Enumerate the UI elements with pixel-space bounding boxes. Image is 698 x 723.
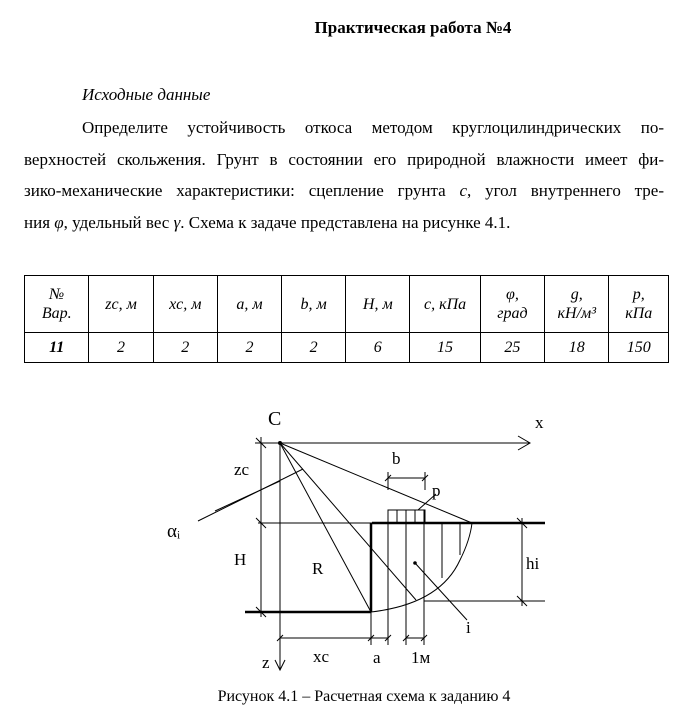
label-alpha-i: αᵢ xyxy=(167,521,181,542)
cell-p: 150 xyxy=(609,333,669,363)
cell-c: 15 xyxy=(410,333,480,363)
header-l2: град xyxy=(497,305,528,322)
label-H: H xyxy=(234,550,247,569)
symbol-c: c xyxy=(459,181,468,200)
table-row xyxy=(25,333,669,363)
header-p xyxy=(609,276,669,333)
line-3-text: зико-механические характеристики: сцепление грунта xyxy=(24,181,460,200)
cell-b: 2 xyxy=(282,333,346,363)
paragraph-line-3 xyxy=(24,175,664,207)
cell-variant: 11 xyxy=(25,333,89,363)
header-xc: xc, м xyxy=(153,276,217,333)
header-g xyxy=(545,276,609,333)
cell-zc: 2 xyxy=(89,333,153,363)
label-hi: hi xyxy=(526,554,540,573)
table-header-row xyxy=(25,276,669,333)
cell-H: 6 xyxy=(346,333,410,363)
line-4-dot: . xyxy=(180,212,189,232)
label-z: z xyxy=(262,653,270,672)
cell-a: 2 xyxy=(217,333,281,363)
line-4-end: Схема к задаче представлена на рисунке 4.1. xyxy=(188,212,511,232)
center-point-C xyxy=(278,441,282,445)
label-xc: xc xyxy=(313,647,330,666)
label-R: R xyxy=(312,559,324,578)
header-variant xyxy=(25,276,89,333)
header-zc: zc, м xyxy=(89,276,153,333)
label-x: x xyxy=(535,413,544,432)
paragraph-line-4 xyxy=(24,207,664,239)
line-4-text: ния xyxy=(24,212,55,232)
radius-R-line xyxy=(280,443,371,612)
header-l2: Вар. xyxy=(41,305,72,322)
header-l2: кН/м³ xyxy=(557,305,597,322)
header-l1: № xyxy=(49,286,65,303)
paragraph-line-2: верхностей скольжения. Грунт в состоянии его природной влажности имеет фи- xyxy=(24,149,664,169)
line-3-rest: , угол внутреннего тре- xyxy=(467,181,664,200)
label-C: C xyxy=(268,408,282,430)
slip-circle-arc xyxy=(371,523,472,612)
label-b: b xyxy=(392,449,401,468)
radius-to-crest-line xyxy=(280,443,472,523)
label-1m: 1м xyxy=(411,648,431,667)
section-subheading: Исходные данные xyxy=(82,85,211,104)
page-title: Практическая работа №4 xyxy=(314,18,512,37)
label-i: i xyxy=(466,618,471,637)
symbol-gamma: γ xyxy=(173,212,181,232)
header-phi xyxy=(480,276,544,333)
task-description xyxy=(24,112,664,238)
header-b: b, м xyxy=(282,276,346,333)
cell-phi: 25 xyxy=(480,333,544,363)
header-c: c, кПа xyxy=(410,276,480,333)
cell-xc: 2 xyxy=(153,333,217,363)
label-a: a xyxy=(373,648,381,667)
line-4-mid: , удельный вес xyxy=(63,212,174,232)
header-H: H, м xyxy=(346,276,410,333)
symbol-phi: φ xyxy=(54,212,64,232)
strip-centroid-point xyxy=(413,561,417,565)
paragraph-line-1: Определите устойчивость откоса методом круглоцилиндрических по- xyxy=(82,118,664,137)
figure-caption: Рисунок 4.1 – Расчетная схема к заданию 4 xyxy=(217,688,511,705)
header-l2: кПа xyxy=(625,305,653,322)
cell-g: 18 xyxy=(545,333,609,363)
label-p: p xyxy=(432,481,441,500)
i-leader-line xyxy=(415,563,467,620)
input-data-table xyxy=(24,275,669,363)
label-zc: zc xyxy=(234,460,250,479)
slope-stability-diagram xyxy=(0,395,698,685)
header-l1: g, xyxy=(570,286,583,303)
header-l1: p, xyxy=(632,286,645,303)
header-l1: φ, xyxy=(505,286,519,303)
header-a: a, м xyxy=(217,276,281,333)
